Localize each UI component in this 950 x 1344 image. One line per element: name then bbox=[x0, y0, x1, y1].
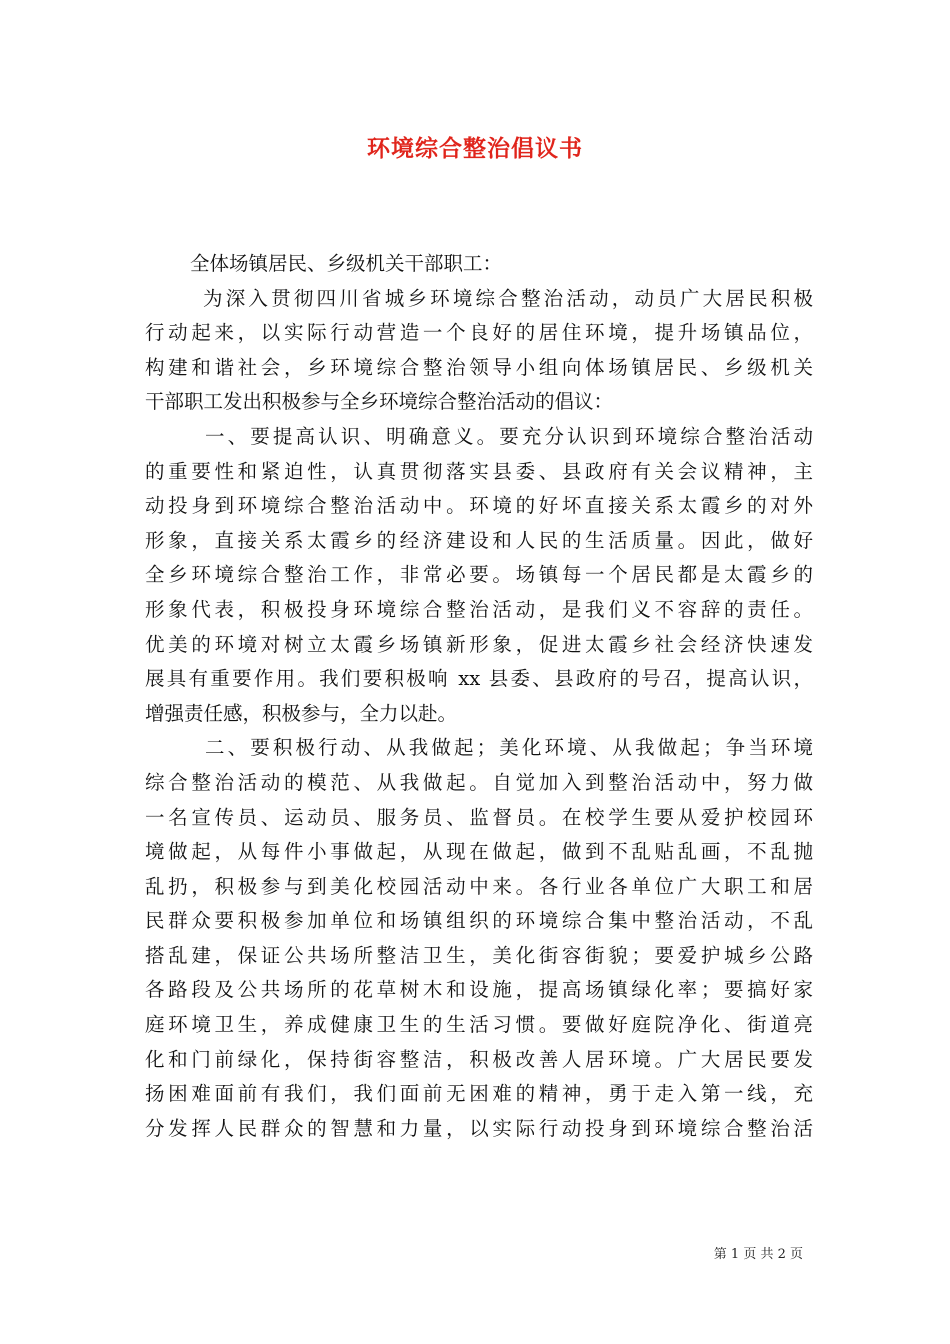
body-line: 行动起来，以实际行动营造一个良好的居住环境，提升场镇品位， bbox=[145, 321, 813, 345]
body-line: 形象代表，积极投身环境综合整治活动，是我们义不容辞的责任。 bbox=[145, 597, 813, 621]
body-line: 乱扔，积极参与到美化校园活动中来。各行业各单位广大职工和居 bbox=[145, 874, 813, 898]
body-line: 搭乱建，保证公共场所整洁卫生，美化街容街貌；要爱护城乡公路 bbox=[145, 943, 813, 967]
body-line: 一名宣传员、运动员、服务员、监督员。在校学生要从爱护校园环 bbox=[145, 805, 813, 829]
body-line: 境做起，从每件小事做起，从现在做起，做到不乱贴乱画，不乱抛 bbox=[145, 840, 813, 864]
body-line: 动投身到环境综合整治活动中。环境的好坏直接关系太霞乡的对外 bbox=[145, 494, 813, 518]
body-line: 构建和谐社会，乡环境综合整治领导小组向体场镇居民、乡级机关 bbox=[145, 355, 813, 379]
document-body bbox=[145, 247, 813, 1146]
body-line: 各路段及公共场所的花草树木和设施，提高场镇绿化率；要搞好家 bbox=[145, 978, 813, 1002]
body-line: 增强责任感，积极参与，全力以赴。 bbox=[145, 701, 458, 725]
body-line: 一、要提高认识、明确意义。要充分认识到环境综合整治活动 bbox=[205, 424, 813, 448]
body-line: 庭环境卫生，养成健康卫生的生活习惯。要做好庭院净化、街道亮 bbox=[145, 1013, 813, 1037]
body-line: 的重要性和紧迫性，认真贯彻落实县委、县政府有关会议精神，主 bbox=[145, 459, 813, 483]
body-line: 为深入贯彻四川省城乡环境综合整治活动，动员广大居民积极 bbox=[203, 286, 813, 310]
body-line: 扬困难面前有我们，我们面前无困难的精神，勇于走入第一线，充 bbox=[145, 1082, 813, 1106]
body-line: 全体场镇居民、乡级机关干部职工： bbox=[190, 252, 503, 275]
body-line: 分发挥人民群众的智慧和力量，以实际行动投身到环境综合整治活 bbox=[145, 1116, 813, 1140]
body-line: 全乡环境综合整治工作，非常必要。场镇每一个居民都是太霞乡的 bbox=[145, 563, 813, 587]
body-line: 形象，直接关系太霞乡的经济建设和人民的生活质量。因此，做好 bbox=[145, 528, 813, 552]
body-line: 干部职工发出积极参与全乡环境综合整治活动的倡议： bbox=[145, 390, 614, 414]
body-line: 综合整治活动的模范、从我做起。自觉加入到整治活动中，努力做 bbox=[145, 770, 813, 794]
body-line: 优美的环境对树立太霞乡场镇新形象，促进太霞乡社会经济快速发 bbox=[145, 632, 813, 656]
body-line: 展具有重要作用。我们要积极响 xx 县委、县政府的号召，提高认识， bbox=[145, 667, 813, 691]
body-line: 民群众要积极参加单位和场镇组织的环境综合集中整治活动，不乱 bbox=[145, 909, 813, 933]
document-title: 环境综合整治倡议书 bbox=[367, 135, 583, 162]
body-line: 二、要积极行动、从我做起；美化环境、从我做起；争当环境 bbox=[205, 736, 813, 760]
page-number-footer: 第 1 页 共 2 页 bbox=[713, 1247, 803, 1262]
body-line: 化和门前绿化，保持街容整洁，积极改善人居环境。广大居民要发 bbox=[145, 1047, 813, 1071]
